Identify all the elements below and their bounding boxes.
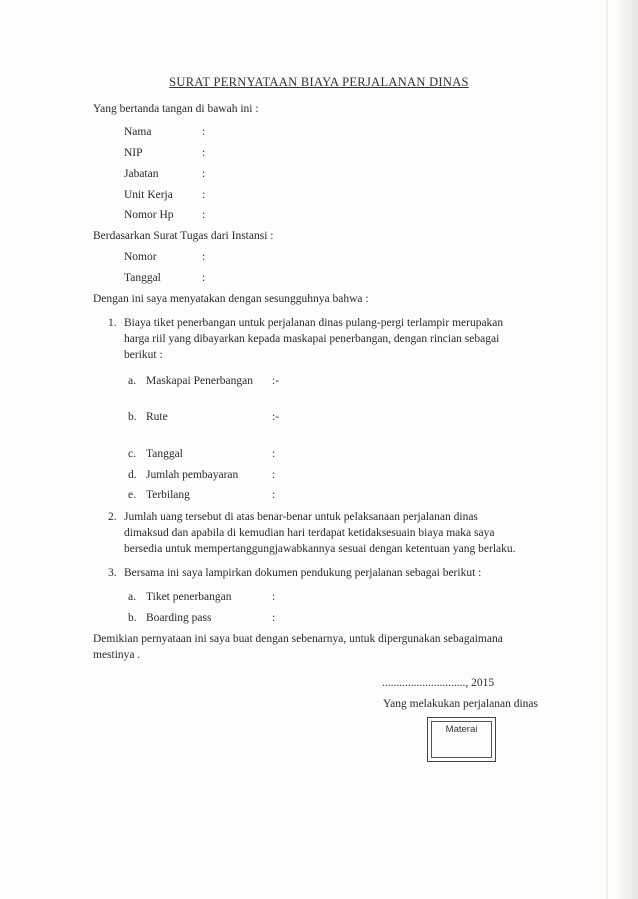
field-label-nama: Nama bbox=[124, 126, 152, 138]
page-edge-shadow bbox=[616, 0, 638, 899]
field-colon: : bbox=[202, 251, 206, 263]
field-colon: : bbox=[202, 147, 206, 159]
field-colon: : bbox=[202, 189, 206, 201]
closing-line: mestinya . bbox=[93, 649, 141, 661]
field-colon: : bbox=[202, 168, 206, 180]
signer-text: Yang melakukan perjalanan dinas bbox=[383, 698, 538, 710]
subitem-label: Boarding pass bbox=[146, 612, 212, 624]
subitem-label: Terbilang bbox=[146, 489, 190, 501]
point-line: Bersama ini saya lampirkan dokumen pendukung perjalanan sebagai berikut : bbox=[124, 567, 482, 579]
field-label-nomor-hp: Nomor Hp bbox=[124, 209, 174, 221]
subitem-letter: a. bbox=[128, 375, 136, 387]
field-colon: : bbox=[202, 209, 206, 221]
stamp-box bbox=[427, 717, 496, 762]
stamp-label: Materai bbox=[445, 724, 478, 735]
subitem-letter: a. bbox=[128, 591, 136, 603]
field-label-nomor: Nomor bbox=[124, 251, 157, 263]
field-label-unit-kerja: Unit Kerja bbox=[124, 189, 173, 201]
subitem-label: Rute bbox=[146, 411, 168, 423]
subitem-colon: :- bbox=[272, 375, 280, 387]
field-label-nip: NIP bbox=[124, 147, 143, 159]
point-line: Biaya tiket penerbangan untuk perjalanan dinas pulang-pergi terlampir merupakan bbox=[124, 317, 504, 329]
point-line: harga riil yang dibayarkan kepada maskapai penerbangan, dengan rincian sebagai bbox=[124, 333, 500, 345]
closing-line: Demikian pernyataan ini saya buat dengan sebenarnya, untuk dipergunakan sebagaimana bbox=[93, 633, 503, 645]
field-colon: : bbox=[202, 126, 206, 138]
point-number: 3. bbox=[108, 567, 117, 579]
subitem-colon: : bbox=[272, 591, 276, 603]
subitem-label: Maskapai Penerbangan bbox=[146, 375, 253, 387]
subitem-label: Jumlah pembayaran bbox=[146, 469, 239, 481]
subitem-letter: e. bbox=[128, 489, 136, 501]
subitem-label: Tiket penerbangan bbox=[146, 591, 232, 603]
point-number: 1. bbox=[108, 317, 117, 329]
field-label-jabatan: Jabatan bbox=[124, 168, 159, 180]
subitem-letter: d. bbox=[128, 469, 137, 481]
point-line: berikut : bbox=[124, 349, 163, 361]
subitem-colon: : bbox=[272, 612, 276, 624]
subitem-colon: :- bbox=[272, 411, 280, 423]
subitem-colon: : bbox=[272, 469, 276, 481]
subitem-letter: b. bbox=[128, 612, 137, 624]
intro-text: Yang bertanda tangan di bawah ini : bbox=[93, 103, 259, 115]
statement-intro: Dengan ini saya menyatakan dengan sesungguhnya bahwa : bbox=[93, 293, 369, 305]
point-number: 2. bbox=[108, 511, 117, 523]
subitem-letter: b. bbox=[128, 411, 137, 423]
subitem-letter: c. bbox=[128, 448, 136, 460]
field-label-tanggal: Tanggal bbox=[124, 272, 161, 284]
subitem-label: Tanggal bbox=[146, 448, 183, 460]
point-line: bersedia untuk mempertanggungjawabkannya sesuai dengan ketentuan yang berlaku. bbox=[124, 543, 516, 555]
subitem-colon: : bbox=[272, 489, 276, 501]
point-line: Jumlah uang tersebut di atas benar-benar untuk pelaksanaan perjalanan dinas bbox=[124, 511, 478, 523]
field-colon: : bbox=[202, 272, 206, 284]
page-edge-shadow bbox=[606, 0, 608, 899]
basis-text: Berdasarkan Surat Tugas dari Instansi : bbox=[93, 230, 274, 242]
document-title: SURAT PERNYATAAN BIAYA PERJALANAN DINAS bbox=[169, 75, 469, 89]
date-line: ............................., 2015 bbox=[382, 677, 495, 689]
subitem-colon: : bbox=[272, 448, 276, 460]
point-line: dimaksud dan apabila di kemudian hari terdapat ketidaksesuain biaya maka saya bbox=[124, 527, 495, 539]
